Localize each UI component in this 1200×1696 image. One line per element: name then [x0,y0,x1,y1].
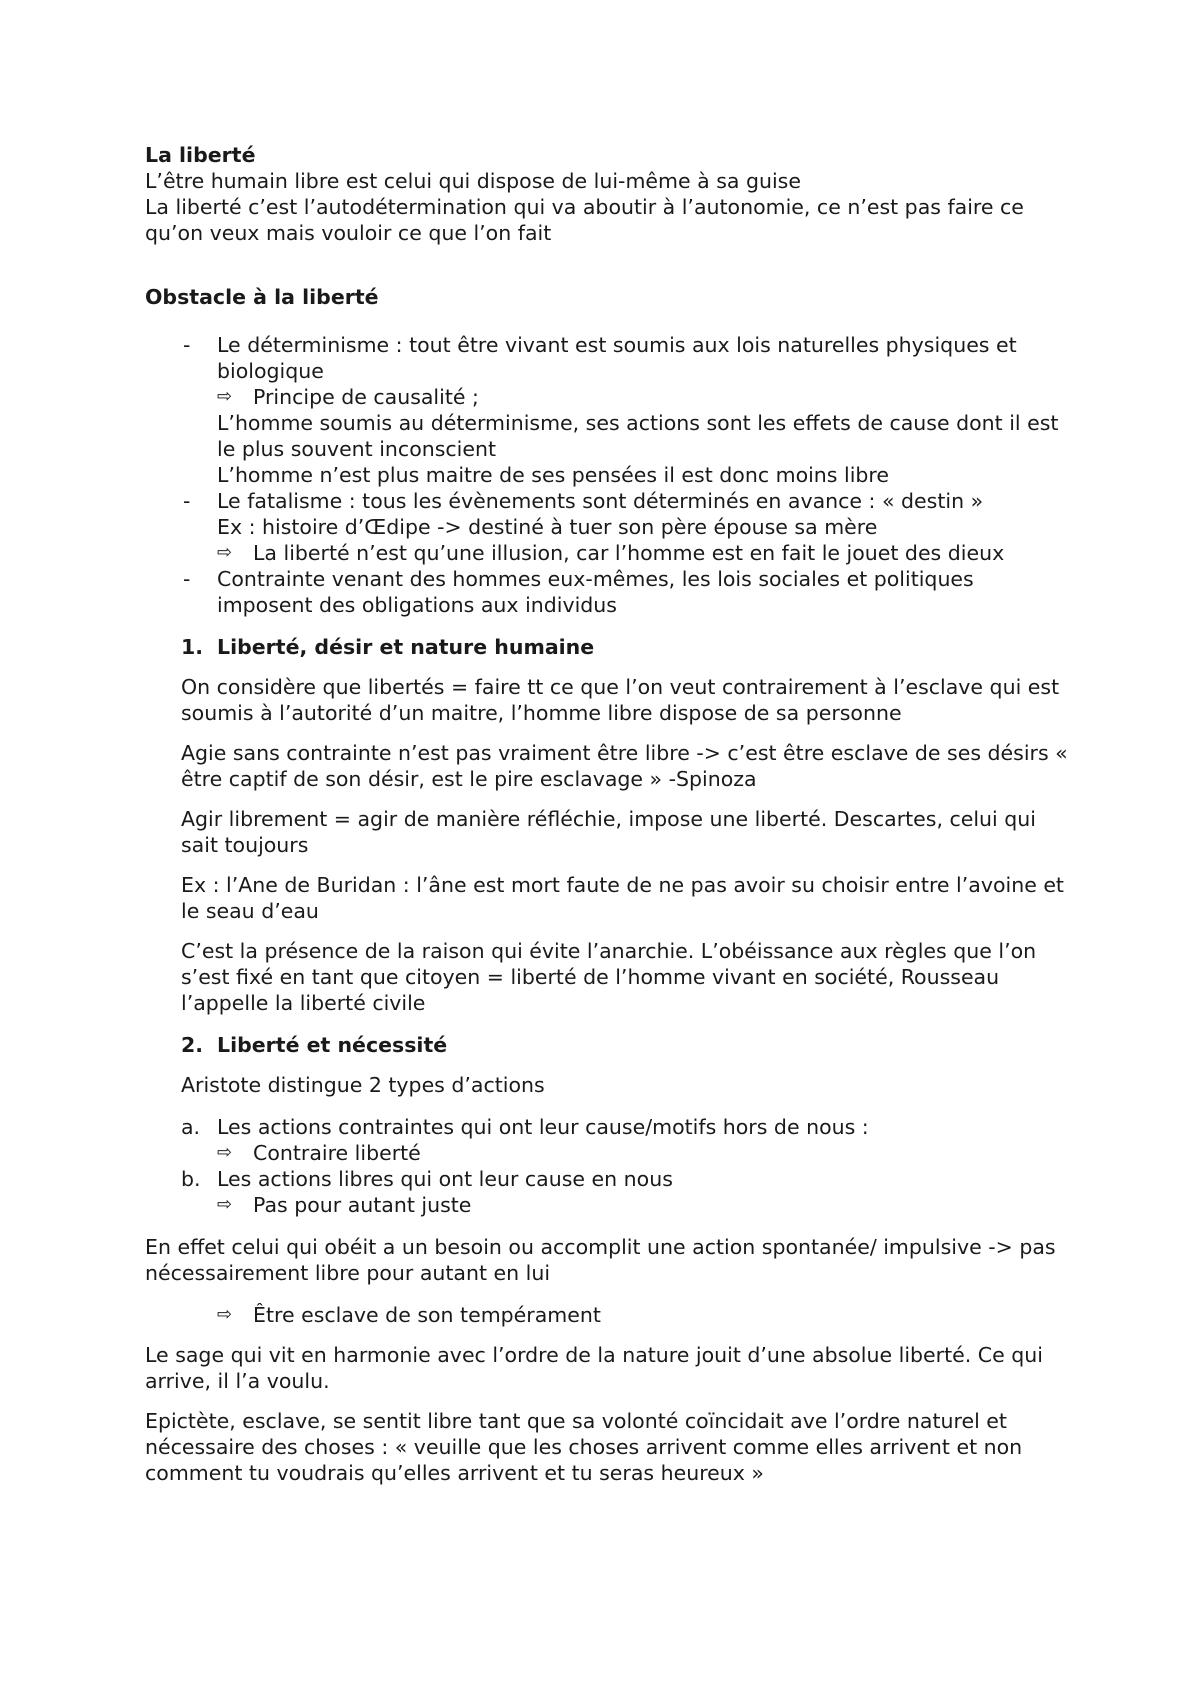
arrow-bullet-text: Contraire liberté [253,1141,421,1165]
list-item-contrainte [145,566,1075,618]
paragraph: Agie sans contrainte n’est pas vraiment être libre -> c’est être esclave de ses désirs « être captif de son désir, est le pire esclavage » -Spinoza [181,741,1068,791]
paragraph: Agir librement = agir de manière réfléchie, impose une liberté. Descartes, celui qui sait toujours [181,807,1036,857]
list-letter: a. [181,1115,201,1139]
paragraph: Le sage qui vit en harmonie avec l’ordre de la nature jouit d’une absolue liberté. Ce qui arrive, il l’a voulu. [145,1343,1043,1393]
section-title: Liberté et nécessité [217,1033,448,1057]
list-letter: b. [181,1167,201,1191]
arrow-bullet-line [145,1302,1075,1328]
paragraph: En effet celui qui obéit a un besoin ou accomplit une action spontanée/ impulsive -> pas nécessairement libre pour autant en lui [145,1235,1056,1285]
obstacle-list [145,332,1075,618]
document-title: La liberté [145,143,256,167]
list-item-fatalisme [145,488,1075,566]
arrow-bullet-line [217,1140,1075,1166]
list-item [145,1166,1075,1218]
dash-bullet: - [183,567,191,591]
list-item-text: L’homme n’est plus maitre de ses pensées il est donc moins libre [217,463,889,487]
arrow-bullet-line [217,1192,1075,1218]
obstacle-heading: Obstacle à la liberté [145,285,379,309]
arrow-bullet-line [217,384,1075,410]
actions-list [145,1114,1075,1218]
intro-line-2: La liberté c’est l’autodétermination qui va aboutir à l’autonomie, ce n’est pas faire ce qu’on veux mais vouloir ce que l’on fait [145,195,1024,245]
arrow-bullet-line [217,540,1075,566]
arrow-right-icon: ⇨ [217,1304,233,1325]
arrow-bullet-text: Pas pour autant juste [253,1193,472,1217]
dash-bullet: - [183,333,191,357]
section-number: 2. [181,1033,204,1057]
dash-bullet: - [183,489,191,513]
section-1-heading [145,634,1075,660]
list-item-determinisme [145,332,1075,488]
arrow-right-icon: ⇨ [217,1142,233,1163]
list-item [145,1114,1075,1166]
list-item-text: Le fatalisme : tous les évènements sont déterminés en avance : « destin » [217,489,984,513]
document-page [145,142,1075,1486]
paragraph: C’est la présence de la raison qui évite l’anarchie. L’obéissance aux règles que l’on s’est fixé en tant que citoyen = liberté de l’homme vivant en société, Rousseau l’appelle la liberté civile [181,939,1037,1015]
section-number: 1. [181,635,204,659]
paragraph: Aristote distingue 2 types d’actions [181,1073,545,1097]
arrow-right-icon: ⇨ [217,386,233,407]
arrow-right-icon: ⇨ [217,1194,233,1215]
list-item-text: Les actions contraintes qui ont leur cause/motifs hors de nous : [217,1115,869,1139]
arrow-right-icon: ⇨ [217,542,233,563]
paragraph: Epictète, esclave, se sentit libre tant que sa volonté coïncidait ave l’ordre naturel et nécessaire des choses : « veuille que les choses arrivent comme elles arrivent et non comment tu voudrais qu’elles arrivent et tu seras heureux » [145,1409,1023,1485]
paragraph: On considère que libertés = faire tt ce que l’on veut contrairement à l’esclave qui est soumis à l’autorité d’un maitre, l’homme libre dispose de sa personne [181,675,1060,725]
arrow-bullet-text: La liberté n’est qu’une illusion, car l’homme est en fait le jouet des dieux [253,541,1005,565]
list-item-text: Contrainte venant des hommes eux-mêmes, les lois sociales et politiques imposent des obligations aux individus [217,567,974,617]
list-item-text: Ex : histoire d’Œdipe -> destiné à tuer son père épouse sa mère [217,515,878,539]
list-item-text: L’homme soumis au déterminisme, ses actions sont les effets de cause dont il est le plus souvent inconscient [217,411,1059,461]
section-2-heading [145,1032,1075,1058]
section-title: Liberté, désir et nature humaine [217,635,595,659]
intro-line-1: L’être humain libre est celui qui dispose de lui-même à sa guise [145,169,801,193]
arrow-bullet-text: Être esclave de son tempérament [253,1303,601,1327]
list-item-text: Le déterminisme : tout être vivant est soumis aux lois naturelles physiques et biologique [217,333,1017,383]
arrow-bullet-text: Principe de causalité ; [253,385,479,409]
list-item-text: Les actions libres qui ont leur cause en nous [217,1167,673,1191]
paragraph: Ex : l’Ane de Buridan : l’âne est mort faute de ne pas avoir su choisir entre l’avoine et le seau d’eau [181,873,1064,923]
